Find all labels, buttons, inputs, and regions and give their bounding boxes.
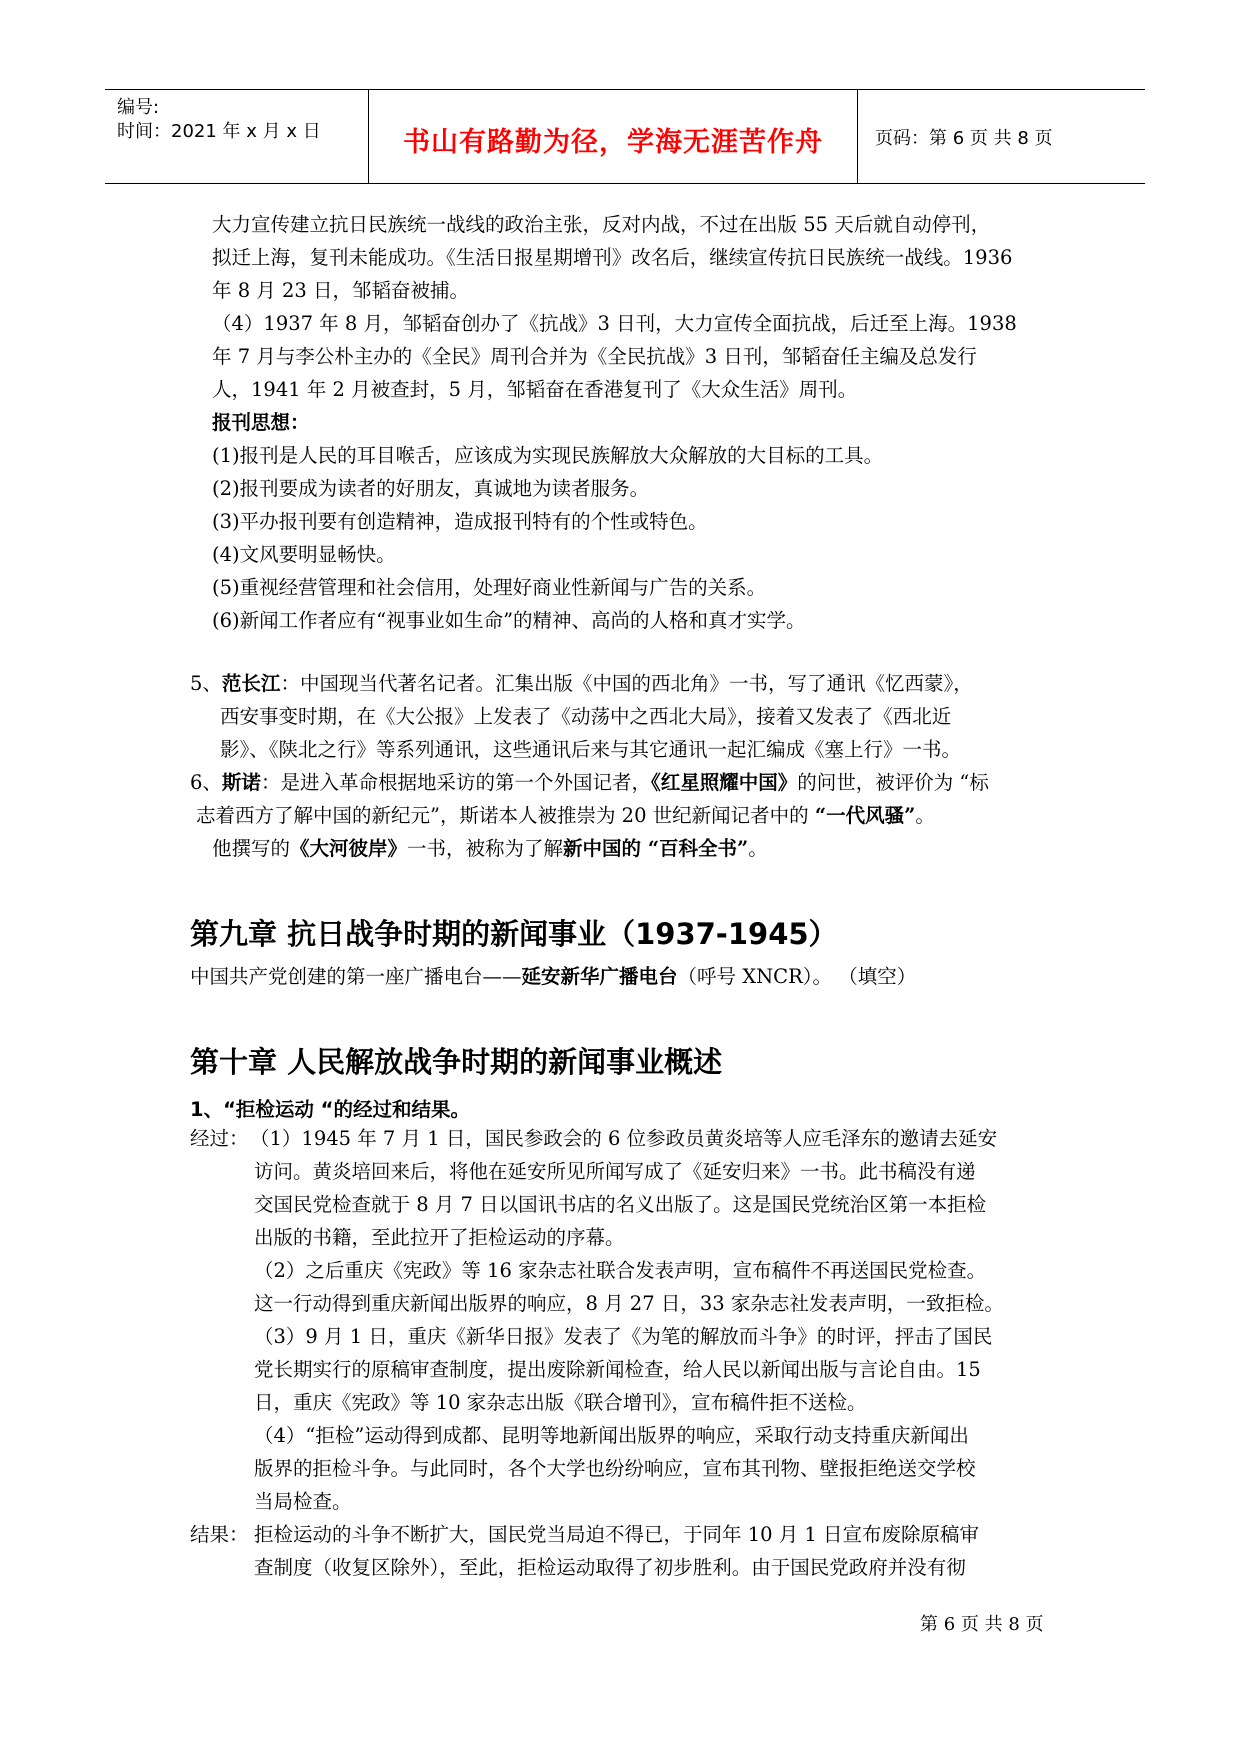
paragraph-line: 年 7 月与李公朴主办的《全民》周刊合并为《全民抗战》3 日刊，邹韬奋任主编及总发行 — [212, 345, 977, 368]
header-meta — [117, 96, 321, 144]
header-time: 时间：2021 年 x 月 x 日 — [117, 121, 321, 142]
paragraph-line: （1）1945 年 7 月 1 日，国民参政会的 6 位参政员黄炎培等人应毛泽东的邀请去延安 — [250, 1127, 998, 1150]
emphasis: 新中国的 “百科全书” — [563, 837, 749, 860]
paragraph-line: 党长期实行的原稿审查制度，提出废除新闻检查，给人民以新闻出版与言论自由。15 — [254, 1358, 981, 1381]
numbered-item — [190, 769, 989, 797]
list-item: (5)重视经营管理和社会信用，处理好商业性新闻与广告的关系。 — [212, 576, 767, 599]
emphasis: “一代风骚” — [814, 804, 916, 827]
paragraph-line: 年 8 月 23 日，邹韬奋被捕。 — [212, 279, 470, 302]
item-text: 。 — [748, 837, 768, 860]
paragraph-line: 交国民党检查就于 8 月 7 日以国讯书店的名义出版了。这是国民党统治区第一本拒检 — [254, 1193, 987, 1216]
paragraph-line — [212, 835, 768, 863]
item-text: 中国共产党创建的第一座广播电台—— — [190, 965, 522, 988]
paragraph-line: 西安事变时期，在《大公报》上发表了《动荡中之西北大局》，接着又发表了《西北近 — [220, 705, 952, 728]
list-item: (1)报刊是人民的耳目喉舌，应该成为实现民族解放大众解放的大目标的工具。 — [212, 444, 884, 467]
page-header — [105, 89, 1145, 184]
item-text: ：是进入革命根据地采访的第一个外国记者， — [260, 771, 651, 794]
paragraph-line: 查制度（收复区除外），至此，拒检运动取得了初步胜利。由于国民党政府并没有彻 — [254, 1556, 966, 1579]
paragraph-line — [190, 963, 916, 991]
list-item: (4)文风要明显畅快。 — [212, 543, 396, 566]
header-motto: 书山有路勤为径，学海无涯苦作舟 — [403, 127, 823, 158]
item-text: 。 — [915, 804, 935, 827]
paragraph-line — [196, 802, 935, 830]
label: 经过： — [190, 1127, 249, 1150]
chapter-heading: 第九章 抗日战争时期的新闻事业（1937-1945） — [190, 917, 838, 951]
item-text: （呼号 XNCR）。 （填空） — [677, 965, 917, 988]
paragraph-line: 大力宣传建立抗日民族统一战线的政治主张，反对内战，不过在出版 55 天后就自动停刊， — [212, 213, 991, 236]
paragraph-line: 日，重庆《宪政》等 10 家杂志出版《联合增刊》，宣布稿件拒不送检。 — [254, 1391, 867, 1414]
page-footer: 第 6 页 共 8 页 — [920, 1614, 1044, 1635]
question-heading: 1、“拒检运动 “的经过和结果。 — [190, 1098, 470, 1121]
emphasis: 延安新华广播电台 — [521, 965, 678, 988]
chapter-heading: 第十章 人民解放战争时期的新闻事业概述 — [190, 1045, 723, 1079]
numbered-item — [190, 670, 973, 698]
paragraph-line: 这一行动得到重庆新闻出版界的响应，8 月 27 日，33 家杂志社发表声明，一致拒检。 — [254, 1292, 1004, 1315]
paragraph-line: 人，1941 年 2 月被查封，5 月，邹韬奋在香港复刊了《大众生活》周刊。 — [212, 378, 858, 401]
list-item: (6)新闻工作者应有“视事业如生命”的精神、高尚的人格和真才实学。 — [212, 609, 806, 632]
paragraph-line: （2）之后重庆《宪政》等 16 家杂志社联合发表声明，宣布稿件不再送国民党检查。 — [254, 1259, 987, 1282]
list-item: (3)平办报刊要有创造精神，造成报刊特有的个性或特色。 — [212, 510, 708, 533]
item-text: 志着西方了解中国的新纪元”，斯诺本人被推崇为 20 世纪新闻记者中的 — [196, 804, 815, 827]
person-name: 斯诺 — [221, 771, 261, 794]
section-subtitle: 报刊思想： — [212, 411, 310, 434]
item-text: 他撰写的 — [212, 837, 291, 860]
book-title: 《红星照耀中国》 — [650, 771, 798, 794]
paragraph-line: （4）“拒检”运动得到成都、昆明等地新闻出版界的响应，采取行动支持重庆新闻出 — [254, 1424, 969, 1447]
book-title: 《大河彼岸》 — [290, 837, 408, 860]
paragraph-line: 影》、《陕北之行》等系列通讯，这些通讯后来与其它通讯一起汇编成《塞上行》一书。 — [220, 738, 962, 761]
header-number: 编号: — [117, 97, 160, 118]
paragraph-line: （4）1937 年 8 月，邹韬奋创办了《抗战》3 日刊，大力宣传全面抗战，后迁至上海。1938 — [212, 312, 1017, 335]
paragraph-line: 版界的拒检斗争。与此同时，各个大学也纷纷响应，宣布其刊物、壁报拒绝送交学校 — [254, 1457, 976, 1480]
paragraph-line: （3）9 月 1 日，重庆《新华日报》发表了《为笔的解放而斗争》的时评，抨击了国民 — [254, 1325, 993, 1348]
paragraph-line: 拟迁上海，复刊未能成功。《生活日报星期增刊》改名后，继续宣传抗日民族统一战线。1936 — [212, 246, 1013, 269]
item-number: 5、 — [190, 672, 222, 695]
label: 结果： — [190, 1523, 249, 1546]
header-divider — [857, 90, 858, 183]
paragraph-line: 当局检查。 — [254, 1490, 352, 1513]
item-text: 的问世，被评价为 “标 — [797, 771, 989, 794]
item-number: 6、 — [190, 771, 222, 794]
paragraph-line: 拒检运动的斗争不断扩大，国民党当局迫不得已，于同年 10 月 1 日宣布废除原稿审 — [254, 1523, 980, 1546]
list-item: (2)报刊要成为读者的好朋友，真诚地为读者服务。 — [212, 477, 650, 500]
paragraph-line: 访问。黄炎培回来后，将他在延安所见所闻写成了《延安归来》一书。此书稿没有递 — [254, 1160, 976, 1183]
paragraph-line: 出版的书籍，至此拉开了拒检运动的序幕。 — [254, 1226, 625, 1249]
item-text: 一书，被称为了解 — [407, 837, 564, 860]
person-name: 范长江 — [221, 672, 281, 695]
item-text: ：中国现当代著名记者。汇集出版《中国的西北角》一书，写了通讯《忆西蒙》， — [280, 672, 973, 695]
header-page-number: 页码：第 6 页 共 8 页 — [875, 128, 1053, 149]
